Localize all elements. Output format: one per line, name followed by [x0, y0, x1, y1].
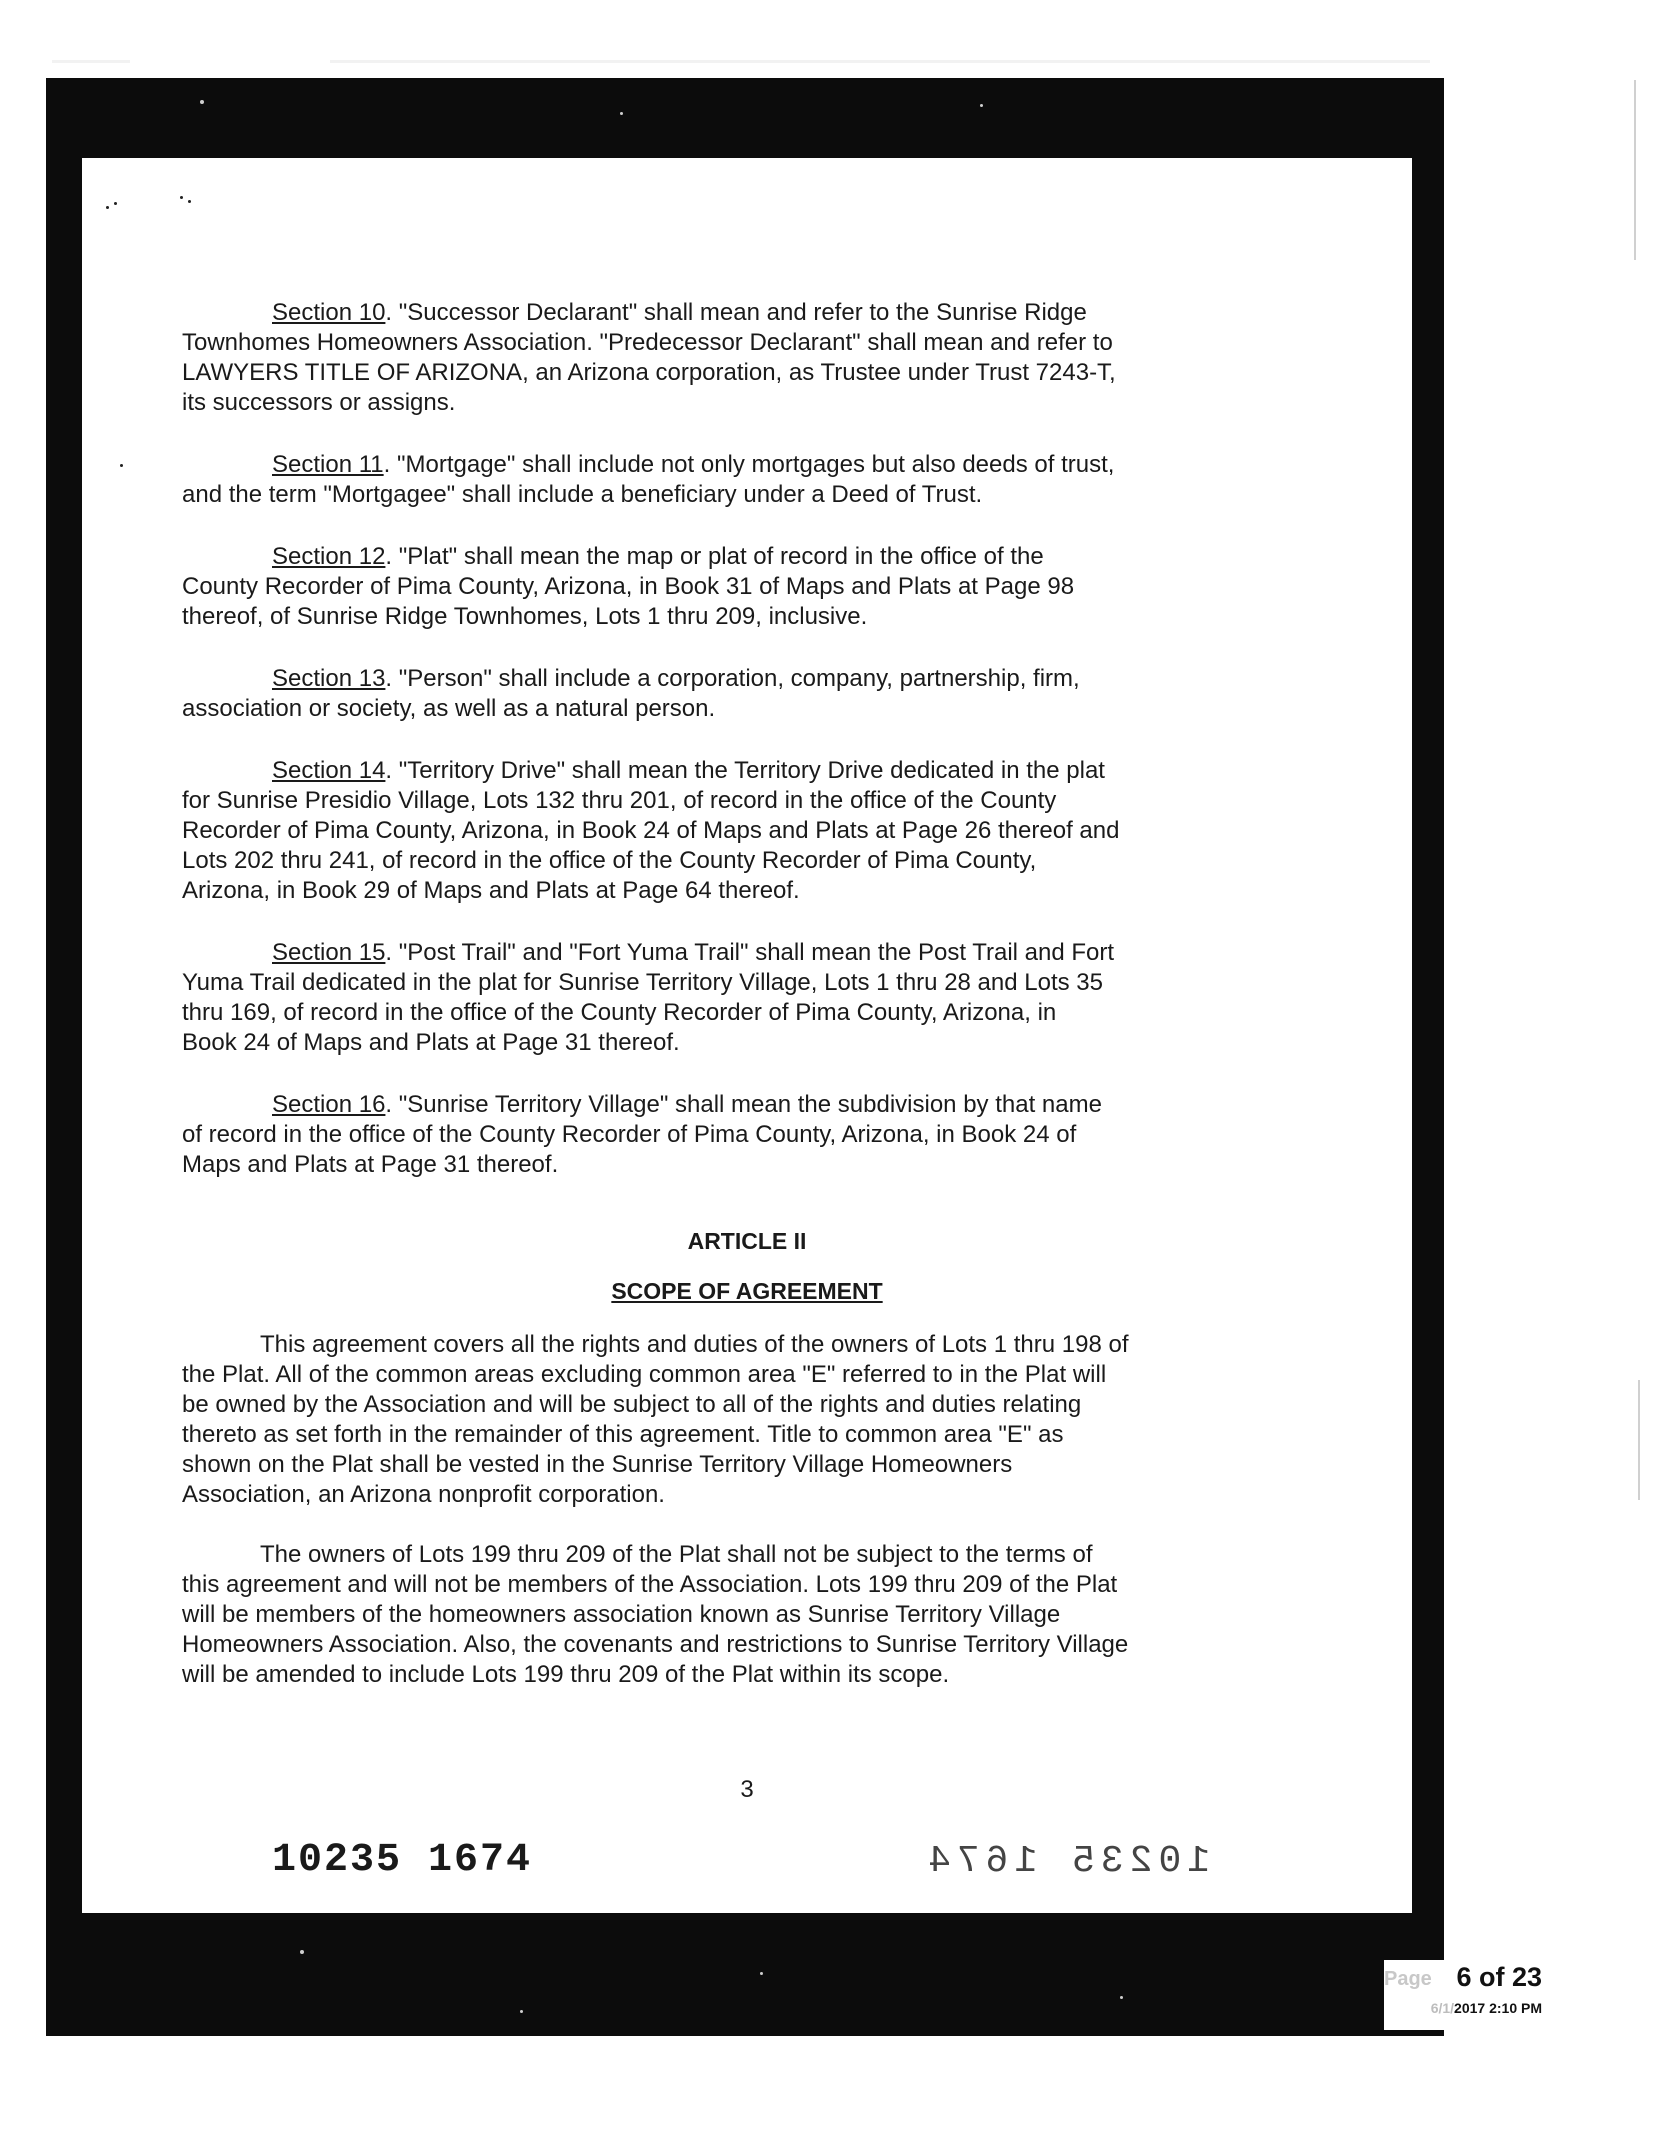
section-16: Section 16. "Sunrise Territory Village" shall mean the subdivision by that name of record in the office of the County Recorder of Pima County, Arizona, in Book 24 of Maps and Plats at Page 31 thereof.	[182, 1091, 1102, 1178]
scan-top-rule-right	[330, 60, 1430, 63]
page-counter	[1384, 1960, 1552, 2030]
page-counter-date: 6/1/2017 2:10 PM	[1430, 2000, 1542, 2016]
scan-speck	[300, 1950, 304, 1954]
section-label: Section 15	[272, 939, 386, 966]
page-counter-main: 6 of 23	[1456, 1962, 1542, 1992]
scan-edge-mark	[1634, 80, 1636, 260]
scan-speck	[188, 200, 191, 203]
scan-speck	[180, 196, 183, 199]
document-page	[82, 158, 1412, 1913]
section-11: Section 11. "Mortgage" shall include not only mortgages but also deeds of trust, and the term "Mortgagee" shall include a beneficiary under a Deed of Trust.	[182, 451, 1115, 508]
recording-number-mirrored: 10235 1674	[922, 1840, 1211, 1883]
scan-speck	[200, 100, 204, 104]
section-label: Section 11	[272, 451, 384, 478]
section-label: Section 12	[272, 543, 386, 570]
page-counter-prefix: Page	[1384, 1968, 1432, 1990]
article-title: ARTICLE II	[687, 1228, 807, 1254]
document-body	[182, 298, 1312, 1720]
scan-edge-mark	[1638, 1380, 1640, 1500]
scan-speck	[114, 202, 117, 205]
article-paragraph-1: This agreement covers all the rights and duties of the owners of Lots 1 thru 198 of the Plat. All of the common areas excluding common area "E" referred to in the Plat will be owned by the Association and will be subject to all of the rights and duties relating thereto as set forth in the remainder of this agreement. Title to common area "E" as shown on the Plat shall be vested in the Sunrise Territory Village Homeowners Association, an Arizona nonprofit corporation.	[182, 1331, 1129, 1508]
section-12: Section 12. "Plat" shall mean the map or plat of record in the office of the County Recorder of Pima County, Arizona, in Book 31 of Maps and Plats at Page 98 thereof, of Sunrise Ridge Townhomes, Lots 1 thru 209, inclusive.	[182, 543, 1075, 630]
recording-number: 10235 1674	[272, 1838, 533, 1883]
section-label: Section 10	[272, 299, 386, 326]
page-number: 3	[740, 1776, 754, 1803]
article-subtitle: SCOPE OF AGREEMENT	[611, 1278, 883, 1304]
scan-speck	[106, 206, 109, 209]
scan-speck	[120, 464, 123, 467]
section-13: Section 13. "Person" shall include a corporation, company, partnership, firm, association or society, as well as a natural person.	[182, 665, 1080, 722]
scan-speck	[620, 112, 623, 115]
scan-speck	[760, 1972, 763, 1975]
scan-top-rule-left	[52, 60, 130, 63]
section-15: Section 15. "Post Trail" and "Fort Yuma Trail" shall mean the Post Trail and Fort Yuma Trail dedicated in the plat for Sunrise Territory Village, Lots 1 thru 28 and Lots 35 thru 169, of record in the office of the County Recorder of Pima County, Arizona, in Book 24 of Maps and Plats at Page 31 thereof.	[182, 939, 1115, 1056]
section-14: Section 14. "Territory Drive" shall mean the Territory Drive dedicated in the plat for Sunrise Presidio Village, Lots 132 thru 201, of record in the office of the County Recorder of Pima County, Arizona, in Book 24 of Maps and Plats at Page 26 thereof and Lots 202 thru 241, of record in the office of the County Recorder of Pima County, Arizona, in Book 29 of Maps and Plats at Page 64 thereof.	[182, 757, 1120, 904]
scan-speck	[1120, 1996, 1123, 1999]
section-10: Section 10. "Successor Declarant" shall mean and refer to the Sunrise Ridge Townhomes Homeowners Association. "Predecessor Declarant" shall mean and refer to LAWYERS TITLE OF ARIZONA, an Arizona corporation, as Trustee under Trust 7243-T, its successors or assigns.	[182, 299, 1116, 416]
section-label: Section 14	[272, 757, 386, 784]
scan-speck	[980, 104, 983, 107]
section-label: Section 13	[272, 665, 386, 692]
article-paragraph-2: The owners of Lots 199 thru 209 of the Plat shall not be subject to the terms of this agreement and will not be members of the Association. Lots 199 thru 209 of the Plat will be members of the homeowners association known as Sunrise Territory Village Homeowners Association. Also, the covenants and restrictions to Sunrise Territory Village will be amended to include Lots 199 thru 209 of the Plat within its scope.	[182, 1541, 1129, 1688]
section-label: Section 16	[272, 1091, 386, 1118]
scan-speck	[520, 2010, 523, 2013]
